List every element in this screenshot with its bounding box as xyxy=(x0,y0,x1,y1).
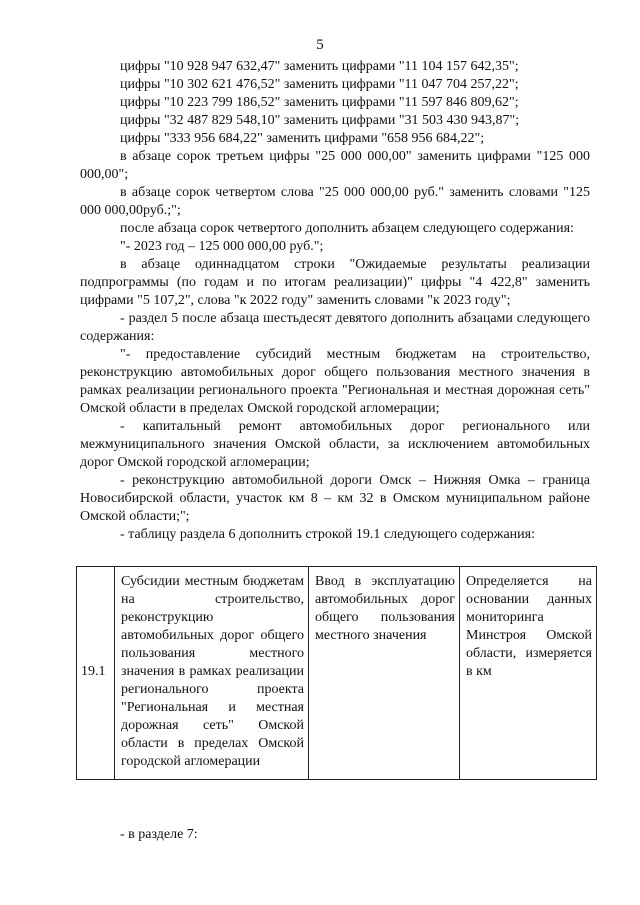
paragraph-expected-results: в абзаце одиннадцатом строки "Ожидаемые результаты реализации подпрограммы (по годам и по итогам реализации)" цифры "4 422,8" заменить цифрами "5 107,2", слова "к 2022 году" заменить словами "к 2023 году"; xyxy=(80,257,590,308)
paragraph-capital-repair: - капитальный ремонт автомобильных дорог регионального или межмуниципального значения Омской области, за исключением автомобильных дорог Омской городской агломерации; xyxy=(80,419,590,470)
replacement-line-3: цифры "10 223 799 186,52" заменить цифрами "11 597 846 809,62"; xyxy=(120,95,519,110)
replacement-line-2: цифры "10 302 621 476,52" заменить цифрами "11 047 704 257,22"; xyxy=(120,77,519,92)
paragraph-43: в абзаце сорок третьем цифры "25 000 000,00" заменить цифрами "125 000 000,00"; xyxy=(80,149,590,182)
paragraph-2023-year: "- 2023 год – 125 000 000,00 руб."; xyxy=(120,239,324,254)
replacement-line-1: цифры "10 928 947 632,47" заменить цифрами "11 104 157 642,35"; xyxy=(120,59,519,74)
replacement-line-5: цифры "333 956 684,22" заменить цифрами "658 956 684,22"; xyxy=(120,131,485,146)
paragraph-table-section-6: - таблицу раздела 6 дополнить строкой 19.1 следующего содержания: xyxy=(120,527,535,542)
table-row-19-1 xyxy=(76,566,597,780)
table-row xyxy=(77,567,597,780)
page-number: 5 xyxy=(316,37,324,53)
paragraph-reconstruction: - реконструкцию автомобильной дороги Омск – Нижняя Омка – граница Новосибирской области, участок км 8 – км 32 в Омском муниципальном районе Омской области;"; xyxy=(80,473,590,524)
replacement-line-4: цифры "32 487 829 548,10" заменить цифрами "31 503 430 943,87"; xyxy=(120,113,520,128)
indicator-result-cell: Ввод в эксплуатацию автомобильных дорог общего пользования местного значения xyxy=(309,567,460,780)
indicator-name-cell: Субсидии местным бюджетам на строительство, реконструкцию автомобильных дорог общего пользования местного значения в рамках реализации регионального проекта "Региональная и местная дорожная сеть" Омской области в пределах Омской городской агломерации xyxy=(115,567,309,780)
paragraph-44: в абзаце сорок четвертом слова "25 000 000,00 руб." заменить словами "125 000 000,00руб.;"; xyxy=(80,185,590,218)
paragraph-add-after-44: после абзаца сорок четвертого дополнить абзацем следующего содержания: xyxy=(120,221,574,236)
row-number-cell: 19.1 xyxy=(77,567,115,780)
paragraph-section-7: - в разделе 7: xyxy=(120,827,198,842)
document-body xyxy=(80,58,590,544)
paragraph-subsidies: "- предоставление субсидий местным бюджетам на строительство, реконструкцию автомобильных дорог общего пользования местного значения в рамках реализации регионального проекта "Региональная и местная дорожная сеть" Омской области в пределах Омской городской агломерации; xyxy=(80,347,590,416)
paragraph-section-5: - раздел 5 после абзаца шестьдесят девятого дополнить абзацами следующего содержания: xyxy=(80,311,590,344)
indicator-method-cell: Определяется на основании данных мониторинга Минстроя Омской области, измеряется в км xyxy=(460,567,597,780)
